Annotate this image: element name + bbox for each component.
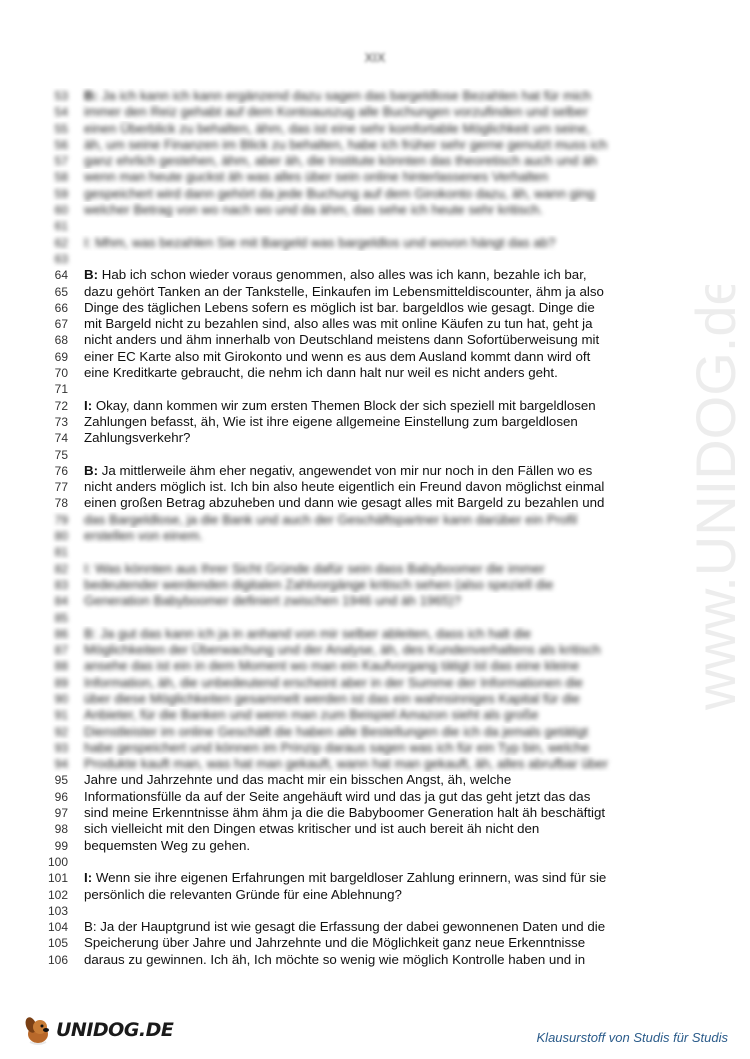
line-content: äh, um seine Finanzen im Blick zu behalten, habe ich früher sehr gerne genutzt muss ich xyxy=(84,136,608,152)
line-text xyxy=(84,349,668,365)
line-text xyxy=(84,153,668,169)
transcript-line xyxy=(48,284,668,300)
line-text xyxy=(84,447,668,463)
line-content: ansehe das ist ein in dem Moment wo man ein Kaufvorgang tätigt ist das eine kleine xyxy=(84,658,580,674)
transcript-line xyxy=(48,349,668,365)
page-number: XIX xyxy=(364,50,386,65)
line-content: Ja mittlerweile ähm eher negativ, angewendet von mir nur noch in den Fällen wo es xyxy=(98,462,593,478)
logo-text: UNIDOG.DE xyxy=(56,1019,174,1041)
transcript-line xyxy=(48,267,668,283)
line-content: Hab ich schon wieder voraus genommen, also alles was ich kann, bezahle ich bar, xyxy=(98,267,587,283)
line-text xyxy=(84,626,668,642)
line-content: Informationsfülle da auf der Seite angehäuft wird und das ja gut das geht jetzt das das xyxy=(84,788,591,804)
line-content: nicht anders und ähm innerhalb von Deutschland meistens dann Sofortüberweisung mit xyxy=(84,332,600,348)
line-number: 53 xyxy=(54,89,68,103)
transcript-line xyxy=(48,300,668,316)
line-content: Möglichkeiten der Überwachung und der Analyse, äh, des Kundenverhaltens als kritisch xyxy=(84,642,601,658)
line-content: Ja ich kann ich kann ergänzend dazu sagen das bargeldlose Bezahlen hat für mich xyxy=(98,88,592,103)
speaker-label: I: xyxy=(84,397,93,413)
transcript-line xyxy=(48,919,668,935)
line-text xyxy=(84,479,668,495)
transcript-line xyxy=(48,218,668,234)
speaker-label: B: xyxy=(84,462,99,478)
transcript-line xyxy=(48,870,668,886)
line-number: 102 xyxy=(48,887,69,902)
transcript-line xyxy=(48,398,668,414)
line-number: 60 xyxy=(54,203,68,218)
transcript-line xyxy=(48,104,668,120)
line-text xyxy=(84,870,668,886)
line-content: Okay, dann kommen wir zum ersten Themen Block der sich speziell mit bargeldlosen xyxy=(92,397,596,413)
transcript-line xyxy=(48,610,668,626)
line-content: Anbieter, für die Banken und wenn man zum Beispiel Amazon sieht als große xyxy=(84,707,539,723)
line-text xyxy=(84,218,668,234)
line-number: 79 xyxy=(54,512,68,527)
line-content: bedeutender werdenden digitalen Zahlvorgänge kritisch sehen (also speziell die xyxy=(84,576,554,592)
transcript-line xyxy=(48,577,668,593)
line-content: ganz ehrlich gestehen, ähm, aber äh, die Institute könnten das theoretisch auch und äh xyxy=(84,153,598,169)
line-number: 99 xyxy=(54,838,68,853)
transcript-line xyxy=(48,186,668,202)
line-content: bequemsten Weg zu gehen. xyxy=(84,837,251,853)
line-content: dazu gehört Tanken an der Tankstelle, Einkaufen im Lebensmitteldiscounter, ähm ja also xyxy=(84,283,604,299)
transcript-line xyxy=(48,512,668,528)
line-content: sich vielleicht mit den Dingen etwas kritischer und ist auch bereit äh nicht den xyxy=(84,821,540,837)
transcript-line xyxy=(48,463,668,479)
line-content: eine Kreditkarte gebraucht, die nehm ich dann halt nur weil es nicht anders geht. xyxy=(84,365,558,381)
line-text xyxy=(84,593,668,609)
transcript-line xyxy=(48,675,668,691)
line-number: 80 xyxy=(54,529,68,544)
line-number: 94 xyxy=(54,757,68,772)
line-content: Jahre und Jahrzehnte und das macht mir ein bisschen Angst, äh, welche xyxy=(84,772,512,788)
line-number: 87 xyxy=(54,643,68,658)
line-text xyxy=(84,544,668,560)
line-content: einer EC Karte also mit Girokonto und wenn es aus dem Ausland kommt dann wird oft xyxy=(84,348,591,364)
line-number: 88 xyxy=(54,659,68,674)
transcript-line xyxy=(48,789,668,805)
transcript-line xyxy=(48,772,668,788)
transcript-line xyxy=(48,838,668,854)
transcript-line xyxy=(48,756,668,772)
line-content: über diese Möglichkeiten gesammelt werden ist das ein wahnsinniges Kapital für die xyxy=(84,690,580,706)
transcript-line xyxy=(48,707,668,723)
line-text xyxy=(84,577,668,593)
line-number: 97 xyxy=(54,806,68,821)
unidog-logo xyxy=(22,1012,173,1048)
line-text xyxy=(84,805,668,821)
line-content: wenn man heute guckst äh was alles über sein online hinterlassenes Verhalten xyxy=(84,169,549,185)
line-number: 64 xyxy=(54,268,68,283)
line-number: 61 xyxy=(54,219,68,234)
transcript-line xyxy=(48,235,668,251)
transcript-line xyxy=(48,365,668,381)
line-text xyxy=(84,903,668,919)
transcript-line xyxy=(48,381,668,397)
line-content: B: Ja der Hauptgrund ist wie gesagt die Erfassung der dabei gewonnenen Daten und die xyxy=(84,919,606,935)
line-text xyxy=(84,430,668,446)
transcript-line xyxy=(48,169,668,185)
line-number: 57 xyxy=(54,154,68,169)
transcript-lines xyxy=(48,88,668,968)
line-number: 104 xyxy=(48,920,69,935)
line-text xyxy=(84,658,668,674)
line-text xyxy=(84,528,668,544)
line-text xyxy=(84,789,668,805)
line-number: 93 xyxy=(54,740,68,755)
line-number: 75 xyxy=(54,447,68,462)
watermark xyxy=(640,285,750,715)
line-number: 106 xyxy=(48,952,69,967)
line-number: 71 xyxy=(54,382,68,397)
transcript-line xyxy=(48,952,668,968)
speaker-label: B: xyxy=(84,267,99,283)
transcript-line xyxy=(48,658,668,674)
line-content: Generation Babyboomer definiert zwischen 1946 und äh 1965)? xyxy=(84,593,461,609)
line-text xyxy=(84,935,668,951)
line-content: I: Was könnten aus Ihrer Sicht Gründe dafür sein dass Babyboomer die immer xyxy=(84,560,545,576)
line-text xyxy=(84,821,668,837)
line-text xyxy=(84,121,668,137)
line-content: das Bargeldlose, ja die Bank und auch der Geschäftspartner kann darüber ein Profil xyxy=(84,511,578,527)
transcript-line xyxy=(48,691,668,707)
transcript-line xyxy=(48,137,668,153)
line-number: 65 xyxy=(54,284,68,299)
transcript-line xyxy=(48,528,668,544)
line-content: I: Mhm, was bezahlen Sie mit Bargeld was bargeldlos und wovon hängt das ab? xyxy=(84,234,556,250)
transcript-line xyxy=(48,479,668,495)
line-number: 67 xyxy=(54,317,68,332)
line-text xyxy=(84,887,668,903)
transcript-line xyxy=(48,153,668,169)
line-content: erstellen von einem. xyxy=(84,528,203,544)
line-content: Zahlungsverkehr? xyxy=(84,430,191,446)
line-number: 74 xyxy=(54,431,68,446)
line-content: einen großen Betrag abzuheben und dann wie gesagt alles mit Bargeld zu bezahlen und xyxy=(84,495,605,511)
line-content: Information, äh, die unbedeutend erscheint aber in der Summe der Informationen die xyxy=(84,674,583,690)
line-text xyxy=(84,610,668,626)
line-text xyxy=(84,284,668,300)
transcript-line xyxy=(48,88,668,104)
line-number: 70 xyxy=(54,366,68,381)
line-text xyxy=(84,512,668,528)
line-number: 91 xyxy=(54,708,68,723)
transcript-line xyxy=(48,821,668,837)
transcript-line xyxy=(48,724,668,740)
line-text xyxy=(84,300,668,316)
line-number: 100 xyxy=(48,854,69,869)
line-content: Dinge des täglichen Lebens sofern es möglich ist bar. bargeldlos wie gesagt. Dinge die xyxy=(84,299,595,315)
transcript-line xyxy=(48,593,668,609)
line-number: 81 xyxy=(54,545,68,560)
line-number: 66 xyxy=(54,300,68,315)
transcript-line xyxy=(48,561,668,577)
line-number: 56 xyxy=(54,137,68,152)
transcript-line xyxy=(48,332,668,348)
line-text xyxy=(84,169,668,185)
line-number: 73 xyxy=(54,414,68,429)
line-content: mit Bargeld nicht zu bezahlen sind, also alles was mit online Käufen zu tun hat, geht ja xyxy=(84,316,593,332)
line-number: 86 xyxy=(54,626,68,641)
line-content: immer den Reiz gehabt auf dem Kontoauszug alle Buchungen vorzufinden und selber xyxy=(84,104,589,120)
dog-logo-icon xyxy=(22,1014,54,1046)
line-number: 54 xyxy=(54,105,68,120)
line-content: Speicherung über Jahre und Jahrzehnte und die Möglichkeit ganz neue Erkenntnisse xyxy=(84,935,586,951)
line-text xyxy=(84,691,668,707)
line-content: Produkte kauft man, was hat man gekauft, wann hat man gekauft, äh, alles abrufbar über xyxy=(84,756,609,772)
line-content: sind meine Erkenntnisse ähm ähm ja die die Babyboomer Generation halt äh beschäftigt xyxy=(84,805,606,821)
transcript-line xyxy=(48,447,668,463)
line-text xyxy=(84,267,668,283)
line-number: 76 xyxy=(54,463,68,478)
line-text xyxy=(84,414,668,430)
line-number: 68 xyxy=(54,333,68,348)
line-text xyxy=(84,365,668,381)
line-number: 101 xyxy=(48,871,69,886)
line-number: 103 xyxy=(48,903,69,918)
line-number: 77 xyxy=(54,480,68,495)
line-content: daraus zu gewinnen. Ich äh, Ich möchte so wenig wie möglich Kontrolle haben und in xyxy=(84,951,586,967)
line-content: persönlich die relevanten Gründe für eine Ablehnung? xyxy=(84,886,402,902)
watermark-text: www.UNIDOG.de xyxy=(684,285,747,710)
line-text xyxy=(84,919,668,935)
line-number: 59 xyxy=(54,186,68,201)
transcript-line xyxy=(48,854,668,870)
line-text xyxy=(84,772,668,788)
line-content: welcher Betrag von wo nach wo und da ähm, das sehe ich heute sehr kritisch. xyxy=(84,202,543,218)
line-text xyxy=(84,707,668,723)
line-number: 78 xyxy=(54,496,68,511)
transcript-line xyxy=(48,642,668,658)
line-number: 62 xyxy=(54,235,68,250)
line-content: Wenn sie ihre eigenen Erfahrungen mit bargeldloser Zahlung erinnern, was sind für sie xyxy=(92,870,607,886)
transcript-line xyxy=(48,740,668,756)
line-text xyxy=(84,398,668,414)
line-number: 96 xyxy=(54,789,68,804)
transcript-line xyxy=(48,414,668,430)
speaker-label: I: xyxy=(84,870,93,886)
line-text xyxy=(84,332,668,348)
line-number: 82 xyxy=(54,561,68,576)
line-content: einen Überblick zu behalten, ähm, das ist eine sehr komfortable Möglichkeit um seine, xyxy=(84,120,591,136)
line-content: gespeichert wird dann gehört da jede Buchung auf dem Girokonto dazu, äh, wann ging xyxy=(84,185,595,201)
line-number: 69 xyxy=(54,349,68,364)
transcript-line xyxy=(48,887,668,903)
line-text xyxy=(84,740,668,756)
transcript-line xyxy=(48,626,668,642)
line-number: 58 xyxy=(54,170,68,185)
line-number: 83 xyxy=(54,577,68,592)
transcript-line xyxy=(48,544,668,560)
line-text xyxy=(84,642,668,658)
line-text xyxy=(84,838,668,854)
line-number: 92 xyxy=(54,724,68,739)
line-text xyxy=(84,137,668,153)
line-text xyxy=(84,854,668,870)
transcript-line xyxy=(48,805,668,821)
line-number: 89 xyxy=(54,675,68,690)
line-text xyxy=(84,756,668,772)
line-text xyxy=(84,186,668,202)
line-text xyxy=(84,463,668,479)
line-number: 84 xyxy=(54,594,68,609)
line-content: habe gespeichert und können im Prinzip daraus sagen was ich für ein Typ bin, welche xyxy=(84,739,590,755)
footer-tagline: Klausurstoff von Studis für Studis xyxy=(536,1030,728,1045)
line-text xyxy=(84,675,668,691)
transcript-line xyxy=(48,935,668,951)
line-number: 90 xyxy=(54,691,68,706)
transcript-line xyxy=(48,121,668,137)
line-text xyxy=(84,235,668,251)
line-text xyxy=(84,495,668,511)
line-text xyxy=(84,316,668,332)
line-number: 105 xyxy=(48,936,69,951)
line-number: 72 xyxy=(54,398,68,413)
line-text xyxy=(84,88,668,104)
line-text xyxy=(84,381,668,397)
line-text xyxy=(84,104,668,120)
line-content: nicht anders möglich ist. Ich bin also heute eigentlich ein Freund davon möglichst einmal xyxy=(84,479,605,495)
transcript-line xyxy=(48,202,668,218)
line-number: 85 xyxy=(54,610,68,625)
line-text xyxy=(84,561,668,577)
line-text xyxy=(84,952,668,968)
watermark-graphic xyxy=(640,285,750,715)
line-text xyxy=(84,251,668,267)
transcript-line xyxy=(48,495,668,511)
line-content: Dienstleister im online Geschäft die haben alle Bestellungen die ich da jemals getätigt xyxy=(84,723,589,739)
transcript-line xyxy=(48,251,668,267)
transcript-line xyxy=(48,430,668,446)
line-text xyxy=(84,202,668,218)
line-number: 55 xyxy=(54,121,68,136)
line-content: Zahlungen befasst, äh, Wie ist ihre eigene allgemeine Einstellung zum bargeldlosen xyxy=(84,413,578,429)
line-content: B: Ja gut das kann ich ja in anhand von mir selber ableiten, dass ich halt die xyxy=(84,625,532,641)
transcript-line xyxy=(48,316,668,332)
speaker-label: B: xyxy=(84,88,99,103)
transcript-line xyxy=(48,903,668,919)
line-text xyxy=(84,724,668,740)
line-number: 63 xyxy=(54,251,68,266)
line-number: 95 xyxy=(54,773,68,788)
line-number: 98 xyxy=(54,822,68,837)
